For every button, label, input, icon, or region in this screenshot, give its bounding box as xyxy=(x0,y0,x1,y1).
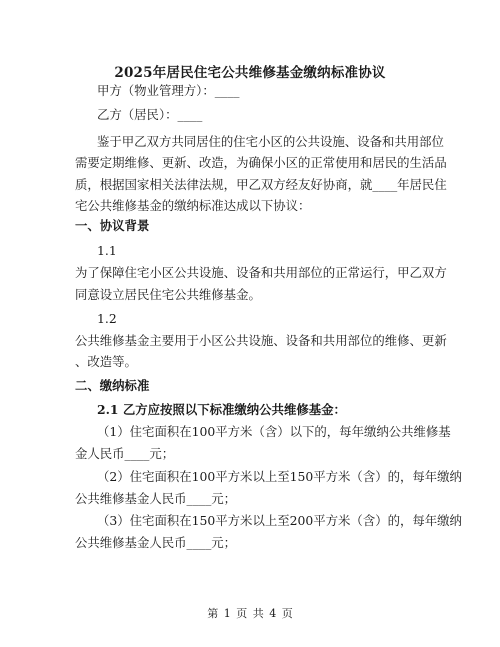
standard-item: 金人民币____元； xyxy=(75,446,175,461)
sub-heading: 2.1 乙方应按照以下标准缴纳公共维修基金： xyxy=(97,402,346,417)
standard-item: （3）住宅面积在150平方米以上至200平方米（含）的，每年缴纳 xyxy=(97,513,462,528)
section-heading: 二、缴纳标准 xyxy=(75,378,150,393)
clause-number: 1.1 xyxy=(97,243,117,258)
clause-text: 同意设立居民住宅公共维修基金。 xyxy=(75,287,261,302)
clause-number: 1.2 xyxy=(97,311,117,326)
clause-text: 、改造等。 xyxy=(75,354,137,369)
standard-item: （2）住宅面积在100平方米以上至150平方米（含）的，每年缴纳 xyxy=(97,469,462,484)
party-b-line: 乙方（居民）：____ xyxy=(97,107,203,122)
standard-item: 公共维修基金人民币____元； xyxy=(75,535,237,550)
clause-text: 为了保障住宅小区公共设施、设备和共用部位的正常运行，甲乙双方 xyxy=(75,265,447,280)
page-footer: 第 1 页 共 4 页 xyxy=(207,607,293,620)
intro-line: 宅公共维修基金的缴纳标准达成以下协议： xyxy=(75,198,311,213)
intro-line: 质，根据国家相关法律法规，甲乙双方经友好协商，就____年居民住 xyxy=(75,177,447,192)
intro-line: 需要定期维修、更新、改造，为确保小区的正常使用和居民的生活品 xyxy=(75,155,447,170)
standard-item: 公共维修基金人民币____元； xyxy=(75,491,237,506)
clause-text: 公共维修基金主要用于小区公共设施、设备和共用部位的维修、更新 xyxy=(75,333,447,348)
document-title: 2025年居民住宅公共维修基金缴纳标准协议 xyxy=(114,65,386,81)
standard-item: （1）住宅面积在100平方米（含）以下的，每年缴纳公共维修基 xyxy=(97,424,451,439)
party-a-line: 甲方（物业管理方）：____ xyxy=(97,83,240,98)
intro-line: 鉴于甲乙双方共同居住的住宅小区的公共设施、设备和共用部位 xyxy=(97,134,444,149)
section-heading: 一、协议背景 xyxy=(75,218,150,233)
